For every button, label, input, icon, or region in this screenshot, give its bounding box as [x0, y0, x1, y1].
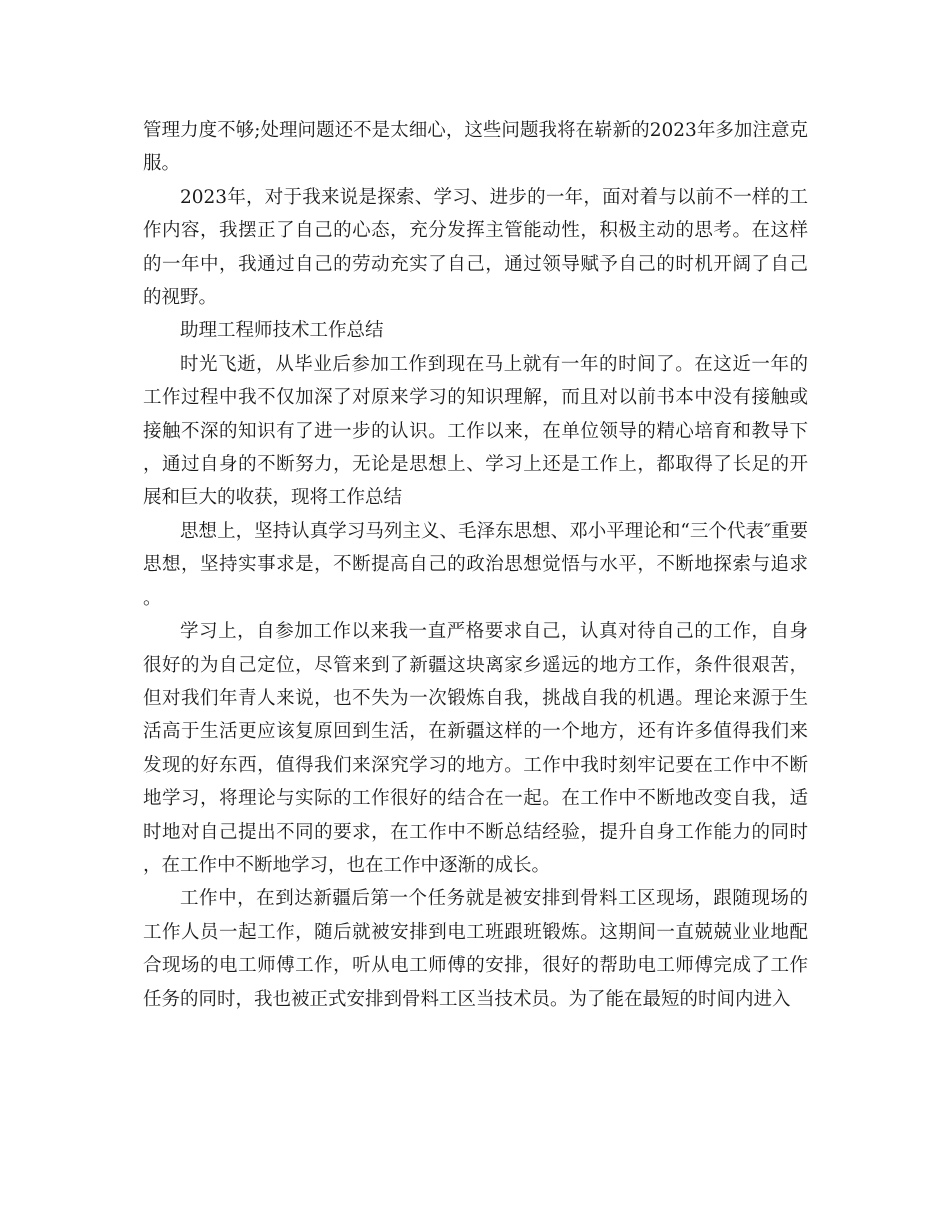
paragraph-6: 工作中，在到达新疆后第一个任务就是被安排到骨料工区现场，跟随现场的工作人员一起工作，随后就被安排到电工班跟班锻炼。这期间一直兢兢业业地配合现场的电工师傅工作，听从电工师傅的安排，很好的帮助电工师傅完成了工作任务的同时，我也被正式安排到骨料工区当技术员。为了能在最短的时间内进入 [143, 888, 808, 1010]
paragraph-2: 2023年，对于我来说是探索、学习、进步的一年，面对着与以前不一样的工作内容，我摆正了自己的心态，充分发挥主管能动性，积极主动的思考。在这样的一年中，我通过自己的劳动充实了自己，通过领导赋予自己的时机开阔了自己的视野。 [143, 186, 808, 309]
paragraph-5: 学习上，自参加工作以来我一直严格要求自己，认真对待自己的工作，自身很好的为自己定位，尽管来到了新疆这块离家乡遥远的地方工作，条件很艰苦，但对我们年青人来说，也不失为一次锻炼自我，挑战自我的机遇。理论来源于生活高于生活更应该复原回到生活，在新疆这样的一个地方，还有许多值得我们来发现的好东西，值得我们来深究学习的地方。工作中我时刻牢记要在工作中不断地学习，将理论与实际的工作很好的结合在一起。在工作中不断地改变自我，适时地对自己提出不同的要求，在工作中不断总结经验，提升自身工作能力的同时，在工作中不断地学习，也在工作中逐渐的成长。 [143, 621, 808, 876]
paragraph-1: 管理力度不够;处理问题还不是太细心，这些问题我将在崭新的2023年多加注意克服。 [143, 120, 808, 175]
paragraph-3: 时光飞逝，从毕业后参加工作到现在马上就有一年的时间了。在这近一年的工作过程中我不仅加深了对原来学习的知识理解，而且对以前书本中没有接触或接触不深的知识有了进一步的认识。工作以来，在单位领导的精心培育和教导下，通过自身的不断努力，无论是思想上、学习上还是工作上，都取得了长足的开展和巨大的收获，现将工作总结 [143, 353, 808, 509]
document-body [143, 114, 808, 1016]
section-heading: 助理工程师技术工作总结 [180, 320, 384, 342]
paragraph-4: 思想上，坚持认真学习马列主义、毛泽东思想、邓小平理论和“三个代表″重要思想，坚持实事求是，不断提高自己的政治思想觉悟与水平，不断地探索与追求。 [143, 520, 808, 609]
